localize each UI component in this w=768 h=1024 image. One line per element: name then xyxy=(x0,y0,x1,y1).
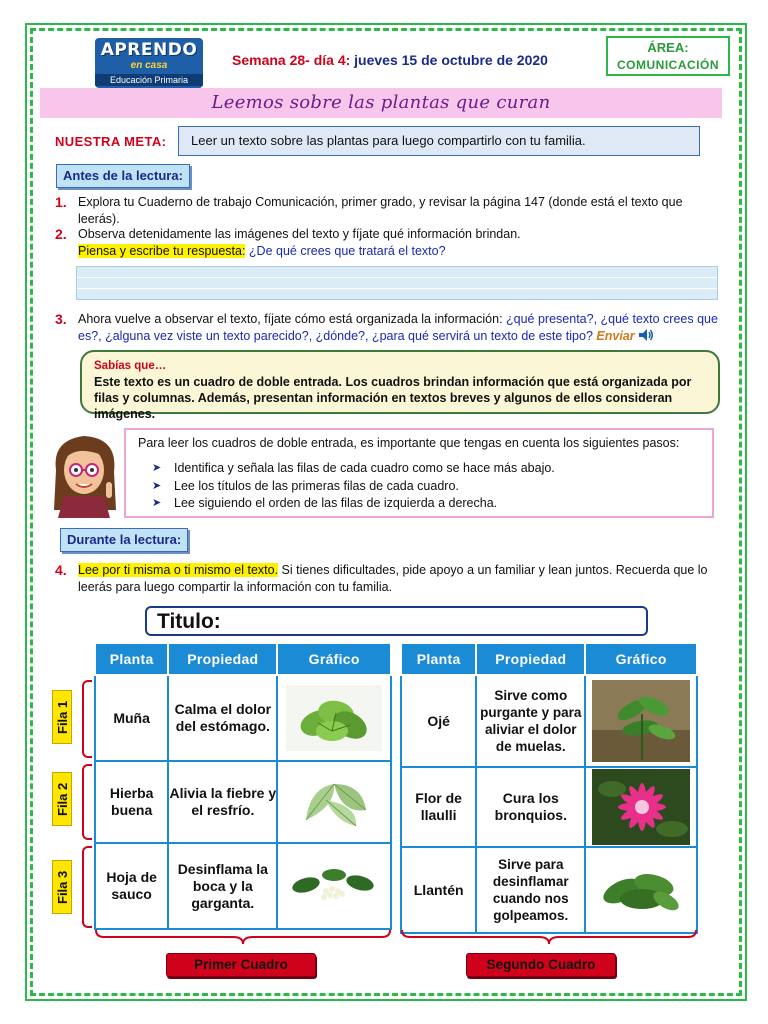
step-4-text-block xyxy=(78,562,720,596)
table2-row1-plant: Ojé xyxy=(401,675,476,767)
elder-flower-icon xyxy=(286,863,382,909)
step-3-number: 3. xyxy=(55,311,67,327)
table2-row2-graphic xyxy=(585,767,697,847)
table1-header-graphic: Gráfico xyxy=(277,643,391,675)
week-date xyxy=(232,52,548,68)
section-during-reading: Durante la lectura: xyxy=(60,528,188,552)
table-row xyxy=(401,767,697,847)
goal-text: Leer un texto sobre las plantas para luego compartirlo con tu familia. xyxy=(178,126,700,156)
step-4-highlight: Lee por ti misma o ti mismo el texto. xyxy=(78,563,279,577)
table2-row2-property: Cura los bronquios. xyxy=(476,767,585,847)
plantain-leaves-icon xyxy=(592,863,690,917)
step-2-prompt: Piensa y escribe tu respuesta: xyxy=(78,244,246,258)
area-box xyxy=(606,36,730,76)
table1-header-plant: Planta xyxy=(95,643,168,675)
first-table-caption: Primer Cuadro xyxy=(166,953,316,977)
arrow-bullet-icon: ➤ xyxy=(152,479,162,492)
step-2-question: ¿De qué crees que tratará el texto? xyxy=(245,244,446,258)
row-bracket-1 xyxy=(82,680,92,758)
teacher-avatar-icon xyxy=(46,430,124,518)
table1-row2-property: Alivia la fiebre y el resfrío. xyxy=(168,761,277,843)
aprendo-en-casa-logo xyxy=(95,38,203,88)
table2-row3-plant: Llantén xyxy=(401,847,476,933)
row-label-1: Fila 1 xyxy=(52,690,72,744)
reading-steps-box xyxy=(124,428,714,518)
table1-row3-plant: Hoja de sauco xyxy=(95,843,168,929)
week-label: Semana 28- día 4: xyxy=(232,52,351,68)
area-label: ÁREA: xyxy=(647,40,689,55)
brace-second xyxy=(400,928,698,946)
table1-row1-plant: Muña xyxy=(95,675,168,761)
table1-row2-plant: Hierba buena xyxy=(95,761,168,843)
table1-row3-graphic xyxy=(277,843,391,929)
logo-line1: APRENDO xyxy=(100,40,198,60)
table-second xyxy=(400,642,698,934)
step-2-number: 2. xyxy=(55,226,67,242)
step-2-prompt-line xyxy=(78,243,718,260)
step-2-text: Observa detenidamente las imágenes del texto y fíjate qué información brindan. xyxy=(78,227,521,241)
table-first xyxy=(94,642,392,930)
table-row xyxy=(401,675,697,767)
arrow-bullet-icon: ➤ xyxy=(152,462,162,474)
table1-row1-graphic xyxy=(277,675,391,761)
table1-row2-graphic xyxy=(277,761,391,843)
step-1-number: 1. xyxy=(55,194,67,210)
table2-row2-plant: Flor de llaulli xyxy=(401,767,476,847)
section-before-reading: Antes de la lectura: xyxy=(56,164,190,188)
goal-label: NUESTRA META: xyxy=(55,134,167,149)
table-title-field[interactable]: Titulo: xyxy=(145,606,648,636)
row-bracket-2 xyxy=(82,764,92,840)
table-row xyxy=(95,843,391,929)
reading-steps-intro: Para leer los cuadros de doble entrada, es importante que tengas en cuenta los siguientes pasos: xyxy=(138,436,680,450)
step-3-text: Ahora vuelve a observar el texto, fíjate cómo está organizada la información: xyxy=(78,312,507,326)
brace-first xyxy=(94,928,392,946)
row-bracket-3 xyxy=(82,846,92,928)
lesson-title: Leemos sobre las plantas que curan xyxy=(211,92,551,113)
send-button[interactable]: Enviar xyxy=(596,329,635,343)
list-item: ➤ Lee los títulos de las primeras filas de cada cuadro. xyxy=(174,478,700,496)
row-label-3: Fila 3 xyxy=(52,860,72,914)
table-row xyxy=(401,847,697,933)
logo-line2: en casa xyxy=(130,60,168,71)
mint-leaf-icon xyxy=(286,770,382,834)
table1-header-property: Propiedad xyxy=(168,643,277,675)
table2-row3-property: Sirve para desinflamar cuando nos golpeamos. xyxy=(476,847,585,933)
oje-plant-icon xyxy=(592,680,690,762)
step-3-questions: ¿qué presenta?, ¿qué texto crees que es?, ¿alguna vez viste un texto parecido?, ¿dónde?, ¿para qué servirá un texto de este tipo? xyxy=(78,312,718,343)
table1-row3-property: Desinflama la boca y la garganta. xyxy=(168,843,277,929)
table2-header-graphic: Gráfico xyxy=(585,643,697,675)
did-you-know-box xyxy=(80,350,720,421)
date-label: jueves 15 de octubre de 2020 xyxy=(350,52,548,68)
answer-field[interactable] xyxy=(76,266,718,300)
table2-row3-graphic xyxy=(585,847,697,933)
muna-leaves-icon xyxy=(286,685,382,751)
row-label-2: Fila 2 xyxy=(52,772,72,826)
speaker-icon[interactable] xyxy=(638,328,654,342)
did-you-know-title: Sabías que… xyxy=(94,360,167,372)
step-4-text: Si tienes dificultades, pide apoyo a un familiar y lean juntos. Recuerda que lo leerás para luego compartir la información con tu familia. xyxy=(78,563,708,594)
table2-header-property: Propiedad xyxy=(476,643,585,675)
lesson-title-bar xyxy=(40,88,722,118)
arrow-bullet-icon: ➤ xyxy=(152,497,162,509)
reading-steps-list xyxy=(138,460,700,513)
table-row xyxy=(95,675,391,761)
logo-line3: Educación Primaria xyxy=(95,74,203,86)
table2-header-plant: Planta xyxy=(401,643,476,675)
did-you-know-body: Este texto es un cuadro de doble entrada. Los cuadros brindan información que está organizada por filas y columnas. Además, presentan información en textos breves y algunos de ellos consideran imágenes. xyxy=(94,375,692,421)
step-3-text-block xyxy=(78,311,720,345)
table2-row1-property: Sirve como purgante y para aliviar el dolor de muelas. xyxy=(476,675,585,767)
area-value: COMUNICACIÓN xyxy=(617,58,719,72)
step-1-text: Explora tu Cuaderno de trabajo Comunicación, primer grado, y revisar la página 147 (donde está el texto que leerás). xyxy=(78,195,683,226)
second-table-caption: Segundo Cuadro xyxy=(466,953,616,977)
list-item: ➤ Identifica y señala las filas de cada cuadro como se hace más abajo. xyxy=(174,460,700,478)
list-item: ➤ Lee siguiendo el orden de las filas de izquierda a derecha. xyxy=(174,495,700,513)
table1-row1-property: Calma el dolor del estómago. xyxy=(168,675,277,761)
pink-flower-icon xyxy=(592,769,690,845)
step-4-number: 4. xyxy=(55,562,67,578)
table2-row1-graphic xyxy=(585,675,697,767)
table-row xyxy=(95,761,391,843)
